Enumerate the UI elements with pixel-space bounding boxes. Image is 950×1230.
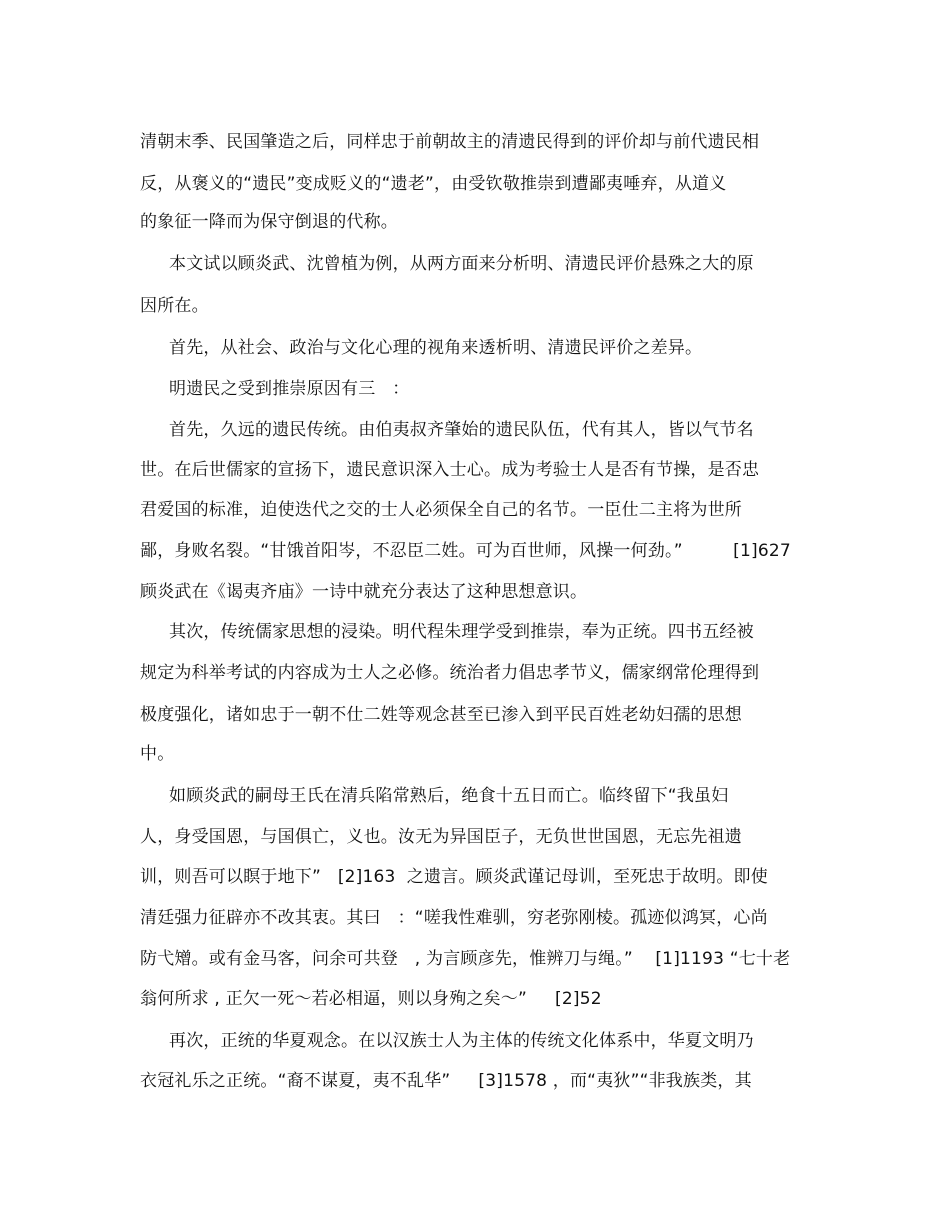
text-line: 因所在。 <box>140 296 209 316</box>
text-line: 防弋矰。或有金马客，问余可共登 , 为言顾彦先，惟辨刀与绳。” [1]1193 “七十老 <box>140 949 791 969</box>
text-line: 人，身受国恩，与国俱亡，义也。汝无为异国臣子，无负世世国恩，无忘先祖遗 <box>140 827 742 847</box>
text-line: 翁何所求 , 正欠一死～若必相逼，则以身殉之矣～” [2]52 <box>140 989 602 1009</box>
text-line: 再次，正统的华夏观念。在以汉族士人为主体的传统文化体系中，华夏文明乃 <box>169 1031 754 1051</box>
text-line: 首先，久远的遗民传统。由伯夷叔齐肇始的遗民队伍，代有其人，皆以气节名 <box>169 420 754 440</box>
text-line: 顾炎武在《谒夷齐庙》一诗中就充分表达了这种思想意识。 <box>140 582 588 602</box>
text-line: 君爱国的标准，迫使迭代之交的士人必须保全自己的名节。一臣仕二主将为世所 <box>140 500 742 520</box>
text-line: 规定为科举考试的内容成为士人之必修。统治者力倡忠孝节义，儒家纲常伦理得到 <box>140 663 760 683</box>
text-line: 其次，传统儒家思想的浸染。明代程朱理学受到推崇，奉为正统。四书五经被 <box>169 622 754 642</box>
text-line: 清廷强力征辟亦不改其衷。其曰 ：“嗟我性难驯，穷老弥刚棱。孤迹似鸿冥，心尚 <box>140 908 768 928</box>
text-line: 鄙，身败名裂。“甘饿首阳岑，不忍臣二姓。可为百世师，风操一何劲。” [1]627 <box>140 541 791 561</box>
text-line: 如顾炎武的嗣母王氏在清兵陷常熟后，绝食十五日而亡。临终留下“我虽妇 <box>169 786 729 806</box>
text-line: 训，则吾可以瞑于地下” [2]163 之遗言。顾炎武谨记母训，至死忠于故明。即使 <box>140 867 768 887</box>
text-line: 衣冠礼乐之正统。“裔不谋夏，夷不乱华” [3]1578 ，而“夷狄”“非我族类，其 <box>140 1071 752 1091</box>
text-line: 的象征一降而为保守倒退的代称。 <box>140 212 398 232</box>
text-line: 反，从褒义的“遗民”变成贬义的“遗老”，由受钦敬推崇到遭鄙夷唾弃，从道义 <box>140 174 727 194</box>
text-line: 清朝末季、民国肇造之后，同样忠于前朝故主的清遗民得到的评价却与前代遗民相 <box>140 132 760 152</box>
text-line: 极度强化，诸如忠于一朝不仕二姓等观念甚至已渗入到平民百姓老幼妇孺的思想 <box>140 705 742 725</box>
text-line: 中。 <box>140 744 175 764</box>
text-line: 首先，从社会、政治与文化心理的视角来透析明、清遗民评价之差异。 <box>169 338 703 358</box>
text-line: 明遗民之受到推崇原因有三 ： <box>169 379 410 399</box>
text-line: 本文试以顾炎武、沈曾植为例，从两方面来分析明、清遗民评价悬殊之大的原 <box>169 254 754 274</box>
text-line: 世。在后世儒家的宣扬下，遗民意识深入士心。成为考验士人是否有节操，是否忠 <box>140 460 760 480</box>
